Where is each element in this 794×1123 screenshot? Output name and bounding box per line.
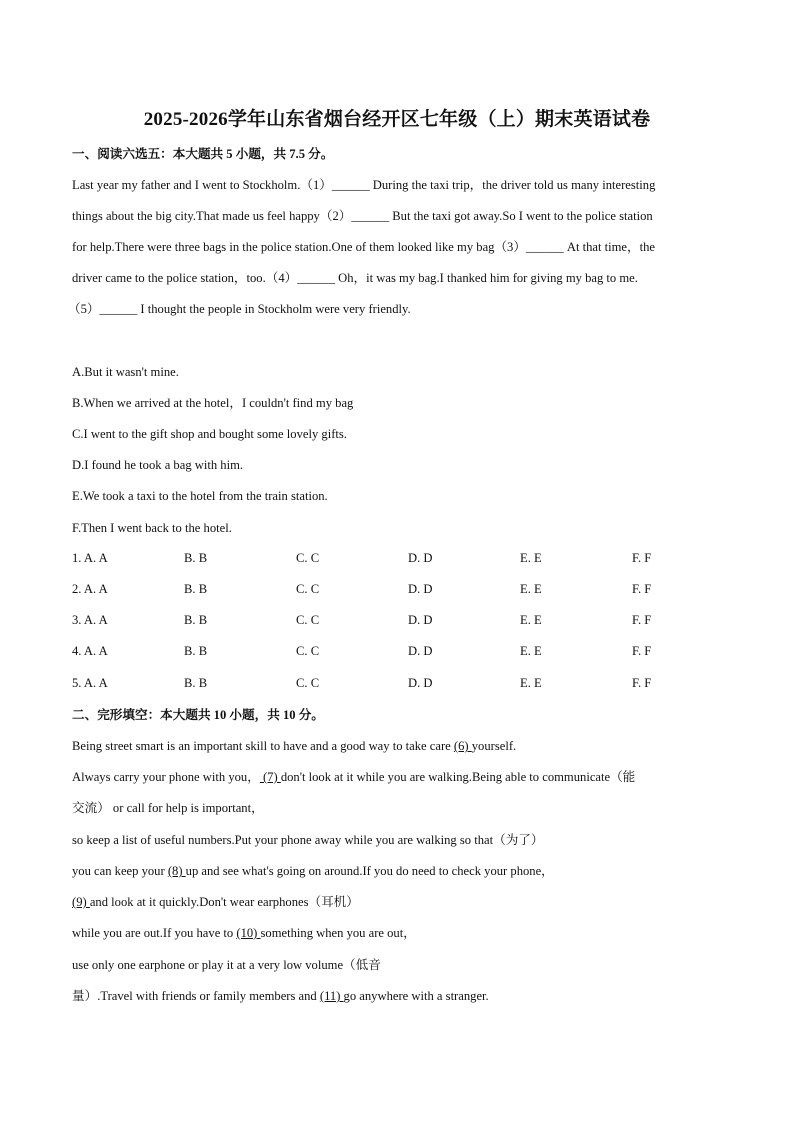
choice-b[interactable]: B. B	[184, 644, 208, 658]
cloze-text: and look at it quickly.Don't wear earphones（耳机）	[89, 895, 359, 909]
option-c: C.I went to the gift shop and bought some lovely gifts.	[72, 427, 347, 441]
cloze-line	[72, 988, 489, 1004]
cloze-text: something when you are out，	[260, 926, 416, 940]
blank-11[interactable]: (11)	[319, 989, 344, 1003]
passage-line: （5）______ I thought the people in Stockholm were very friendly.	[68, 302, 411, 316]
question-row	[72, 551, 722, 567]
cloze-line	[72, 957, 381, 973]
choice-c[interactable]: C. C	[296, 644, 320, 658]
option-a: A.But it wasn't mine.	[72, 365, 179, 379]
choice-e[interactable]: E. E	[520, 551, 542, 565]
choice-e[interactable]: E. E	[520, 582, 542, 596]
choice-a[interactable]: 4. A. A	[72, 644, 108, 658]
cloze-line	[72, 832, 543, 848]
cloze-text: go anywhere with a stranger.	[343, 989, 489, 1003]
cloze-text: Always carry your phone with you，	[72, 770, 260, 784]
passage-line: for help.There were three bags in the police station.One of them looked like my bag（3）______ At that time，the	[72, 240, 656, 254]
choice-f[interactable]: F. F	[632, 676, 652, 690]
option-e: E.We took a taxi to the hotel from the train station.	[72, 489, 328, 503]
choice-f[interactable]: F. F	[632, 551, 652, 565]
cloze-line	[72, 800, 264, 816]
choice-e[interactable]: E. E	[520, 676, 542, 690]
cloze-text: yourself.	[471, 739, 517, 753]
cloze-line	[72, 863, 554, 879]
section2-heading: 二、完形填空：本大题共 10 小题，共 10 分。	[72, 708, 324, 722]
cloze-text: use only one earphone or play it at a very low volume（低音	[72, 958, 381, 972]
choice-b[interactable]: B. B	[184, 551, 208, 565]
question-row	[72, 613, 722, 629]
blank-6[interactable]: (6)	[453, 739, 472, 753]
choice-e[interactable]: E. E	[520, 644, 542, 658]
choice-d[interactable]: D. D	[408, 582, 433, 596]
cloze-text: Being street smart is an important skill to have and a good way to take care	[72, 739, 454, 753]
cloze-text: while you are out.If you have to	[72, 926, 237, 940]
cloze-line	[72, 925, 416, 941]
passage-line: things about the big city.That made us feel happy（2）______ But the taxi got away.So I went to the police station	[72, 209, 653, 223]
choice-c[interactable]: C. C	[296, 582, 320, 596]
page-title: 2025-2026学年山东省烟台经开区七年级（上）期末英语试卷	[143, 109, 651, 130]
choice-d[interactable]: D. D	[408, 644, 433, 658]
cloze-line	[72, 894, 359, 910]
blank-10[interactable]: (10)	[236, 926, 261, 940]
option-f: F.Then I went back to the hotel.	[72, 521, 232, 535]
cloze-text: you can keep your	[72, 864, 168, 878]
passage-line: driver came to the police station，too.（4）______ Oh，it was my bag.I thanked him for giving my bag to me.	[72, 271, 638, 285]
choice-c[interactable]: C. C	[296, 676, 320, 690]
choice-a[interactable]: 3. A. A	[72, 613, 108, 627]
option-d: D.I found he took a bag with him.	[72, 458, 244, 472]
choice-a[interactable]: 1. A. A	[72, 551, 108, 565]
choice-d[interactable]: D. D	[408, 676, 433, 690]
choice-b[interactable]: B. B	[184, 613, 208, 627]
blank-9[interactable]: (9)	[72, 895, 90, 909]
question-row	[72, 676, 722, 692]
choice-d[interactable]: D. D	[408, 613, 433, 627]
question-row	[72, 582, 722, 598]
question-row	[72, 644, 722, 660]
choice-b[interactable]: B. B	[184, 582, 208, 596]
section1-heading: 一、阅读六选五：本大题共 5 小题，共 7.5 分。	[72, 147, 334, 161]
cloze-text: so keep a list of useful numbers.Put your phone away while you are walking so that（为了）	[72, 833, 544, 847]
blank-8[interactable]: (8)	[167, 864, 186, 878]
cloze-text: 交流） or call for help is important，	[72, 801, 264, 815]
choice-c[interactable]: C. C	[296, 613, 320, 627]
choice-c[interactable]: C. C	[296, 551, 320, 565]
choice-d[interactable]: D. D	[408, 551, 433, 565]
option-b: B.When we arrived at the hotel，I couldn't find my bag	[72, 396, 354, 410]
cloze-line	[72, 769, 635, 785]
cloze-text: 量）.Travel with friends or family members and	[72, 989, 320, 1003]
cloze-line	[72, 738, 516, 754]
cloze-text: up and see what's going on around.If you do need to check your phone，	[185, 864, 554, 878]
passage-line: Last year my father and I went to Stockholm.（1）______ During the taxi trip，the driver told us many interesting	[72, 178, 656, 192]
cloze-text: don't look at it while you are walking.Being able to communicate（能	[280, 770, 636, 784]
choice-a[interactable]: 2. A. A	[72, 582, 108, 596]
choice-f[interactable]: F. F	[632, 644, 652, 658]
choice-f[interactable]: F. F	[632, 613, 652, 627]
blank-7[interactable]: (7)	[259, 770, 281, 784]
choice-e[interactable]: E. E	[520, 613, 542, 627]
choice-f[interactable]: F. F	[632, 582, 652, 596]
choice-a[interactable]: 5. A. A	[72, 676, 108, 690]
choice-b[interactable]: B. B	[184, 676, 208, 690]
